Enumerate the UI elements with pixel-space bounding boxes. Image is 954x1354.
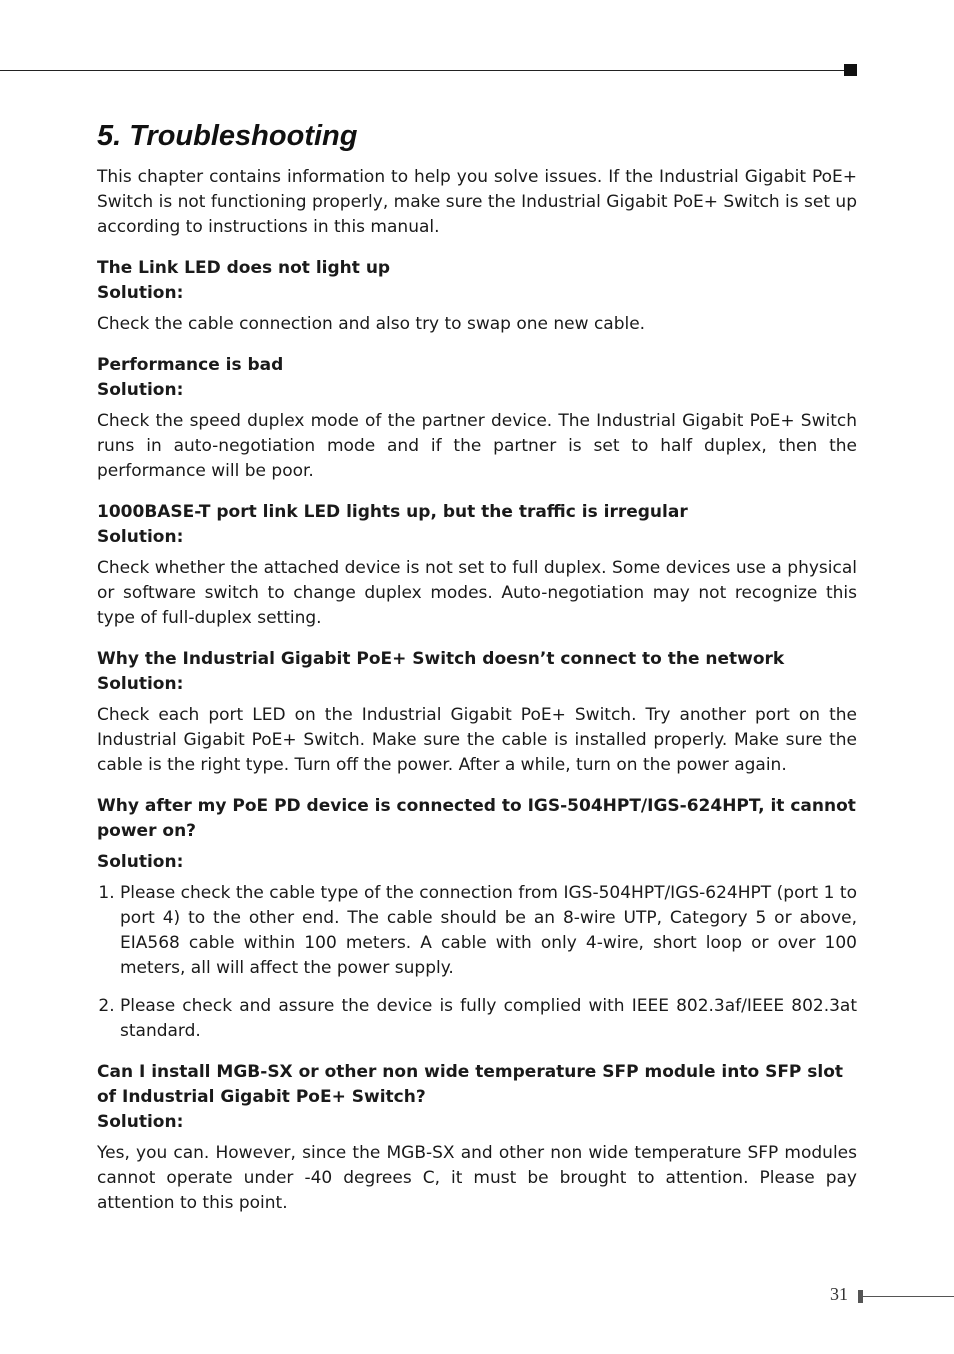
faq-answer: Check whether the attached device is not set to full duplex. Some devices use a physical or software switch to change duplex modes. Auto-negotiation may not recognize this type of full-duplex setting. bbox=[97, 558, 857, 628]
chapter-intro: This chapter contains information to help you solve issues. If the Industrial Gigabit PoE+ Switch is not functioning properly, make sure the Industrial Gigabit PoE+ Switch is set up according to instructions in this manual. bbox=[97, 167, 857, 237]
faq-answer: Check the speed duplex mode of the partner device. The Industrial Gigabit PoE+ Switch runs in auto-negotiation mode and if the partner is set to half duplex, then the performance will be poor. bbox=[97, 411, 857, 481]
solution-label: Solution: bbox=[97, 674, 184, 694]
solution-label: Solution: bbox=[97, 852, 184, 872]
faq-question: Can I install MGB-SX or other non wide temperature SFP module into SFP slot of Industrial Gigabit PoE+ Switch? bbox=[97, 1062, 844, 1107]
faq-question: The Link LED does not light up bbox=[97, 258, 391, 278]
faq-answer: Check the cable connection and also try to swap one new cable. bbox=[97, 314, 646, 334]
header-rule bbox=[0, 70, 846, 71]
faq-answer: Check each port LED on the Industrial Gigabit PoE+ Switch. Try another port on the Industrial Gigabit PoE+ Switch. Make sure the cable is installed properly. Make sure the cable is the right type. Turn off the power. After a while, turn on the power again. bbox=[97, 705, 857, 775]
faq-section-1000base-t bbox=[97, 500, 857, 631]
faq-section-sfp bbox=[97, 1060, 857, 1216]
solution-list bbox=[97, 881, 857, 1044]
faq-answer: Yes, you can. However, since the MGB-SX and other non wide temperature SFP modules cannot operate under -40 degrees C, it must be brought to attention. Please pay attention to this point. bbox=[97, 1143, 857, 1213]
list-item: 2. Please check and assure the device is fully complied with IEEE 802.3af/IEEE 802.3at standard. bbox=[120, 994, 857, 1044]
solution-label: Solution: bbox=[97, 380, 184, 400]
page-content bbox=[97, 120, 857, 1232]
faq-question: Performance is bad bbox=[97, 355, 284, 375]
faq-section-network bbox=[97, 647, 857, 778]
solution-label: Solution: bbox=[97, 1112, 184, 1132]
faq-question: 1000BASE-T port link LED lights up, but the traffic is irregular bbox=[97, 502, 688, 522]
list-item: 1. Please check the cable type of the connection from IGS-504HPT/IGS-624HPT (port 1 to port 4) to the other end. The cable should be an 8-wire UTP, Category 5 or above, EIA568 cable within 100 meters. A cable with only 4-wire, short loop or over 100 meters, all will affect the power supply. bbox=[120, 881, 857, 981]
footer-rule bbox=[863, 1296, 954, 1297]
faq-section-poe-pd bbox=[97, 794, 857, 1044]
faq-section-performance bbox=[97, 353, 857, 484]
faq-section-link-led bbox=[97, 256, 857, 337]
faq-question: Why after my PoE PD device is connected to IGS-504HPT/IGS-624HPT, it cannot power on? bbox=[97, 796, 856, 841]
header-square-mark bbox=[844, 64, 857, 76]
page-number: 31 bbox=[830, 1284, 848, 1304]
chapter-title: 5. Troubleshooting bbox=[97, 120, 358, 152]
faq-question: Why the Industrial Gigabit PoE+ Switch doesn’t connect to the network bbox=[97, 649, 785, 669]
solution-label: Solution: bbox=[97, 283, 184, 303]
solution-label: Solution: bbox=[97, 527, 184, 547]
